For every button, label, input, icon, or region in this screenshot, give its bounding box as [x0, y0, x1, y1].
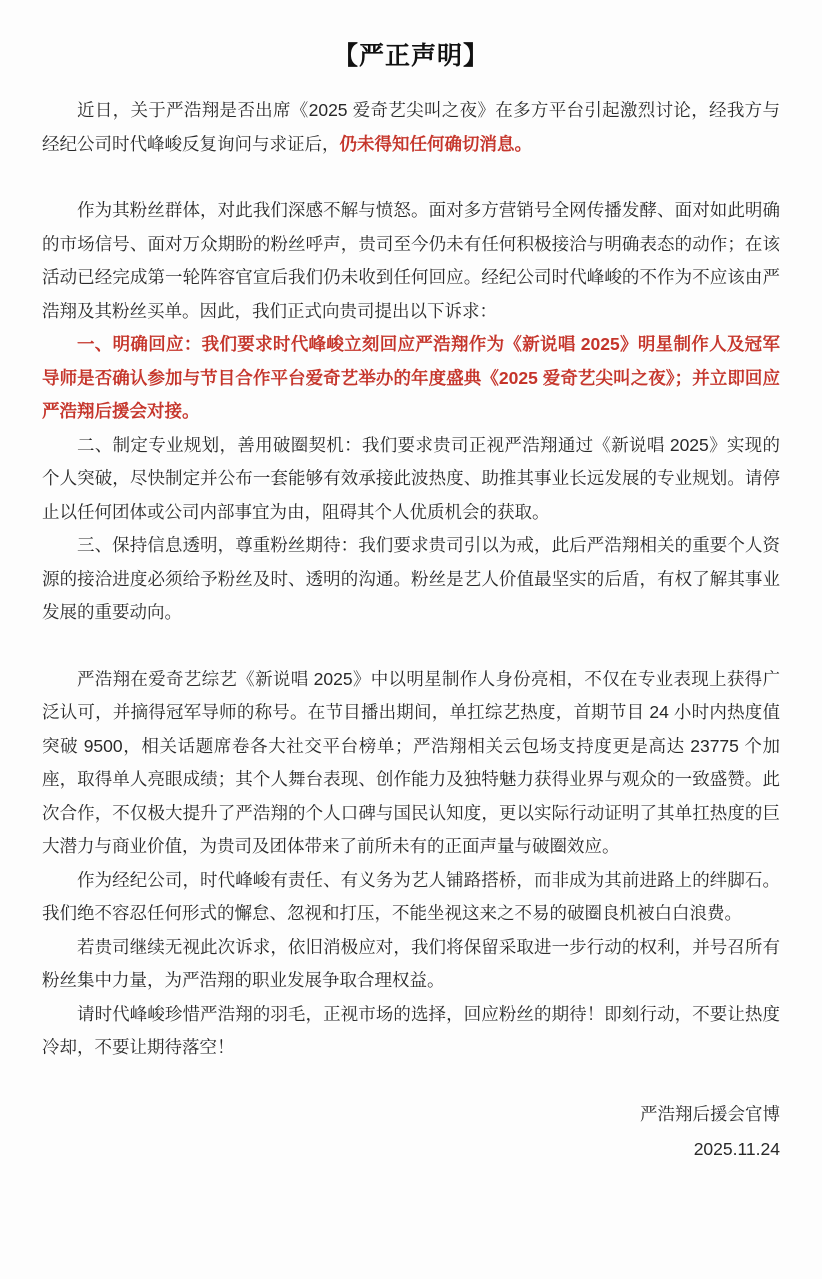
- paragraph: [42, 429, 780, 530]
- paragraph: [42, 94, 780, 161]
- paragraph: [42, 529, 780, 630]
- text-segment: 二、制定专业规划，善用破圈契机：我们要求贵司正视严浩翔通过《新说唱 2025》实现的个人突破，尽快制定并公布一套能够有效承接此波热度、助推其事业长远发展的专业规划。请停止以任何团体或公司内部事宜为由，阻碍其个人优质机会的获取。: [42, 434, 780, 522]
- text-segment: 若贵司继续无视此次诉求，依旧消极应对，我们将保留采取进一步行动的权利，并号召所有粉丝集中力量，为严浩翔的职业发展争取合理权益。: [42, 936, 780, 990]
- signature-date: 2025.11.24: [693, 1138, 780, 1159]
- paragraph: [42, 194, 780, 328]
- paragraph: [42, 998, 780, 1065]
- text-segment: 严浩翔在爱奇艺综艺《新说唱 2025》中以明星制作人身份亮相，不仅在专业表现上获得广泛认可，并摘得冠军导师的称号。在节目播出期间，单扛综艺热度，首期节目 24 小时内热度值突破 9500，相关话题席卷各大社交平台榜单；严浩翔相关云包场支持度更是高达 23775 个加座，取得单人亮眼成绩；其个人舞台表现、创作能力及独特魅力获得业界与观众的一致盛赞。此次合作，不仅极大提升了严浩翔的个人口碑与国民认知度，更以实际行动证明了其单扛热度的巨大潜力与商业价值，为贵司及团体带来了前所未有的正面声量与破圈效应。: [42, 668, 780, 856]
- text-segment: 请时代峰峻珍惜严浩翔的羽毛，正视市场的选择，回应粉丝的期待！即刻行动，不要让热度冷却，不要让期待落空！: [42, 1003, 780, 1057]
- document-title: 【严正声明】: [332, 42, 489, 70]
- signature-author: 严浩翔后援会官博: [640, 1103, 780, 1124]
- paragraph: [42, 931, 780, 998]
- paragraph: [42, 328, 780, 429]
- signature-block: [42, 1097, 780, 1167]
- emphasis-red-text: 仍未得知任何确切消息。: [339, 133, 532, 154]
- paragraph: [42, 663, 780, 864]
- text-segment: 近日，关于严浩翔是否出席《2025 爱奇艺尖叫之夜》在多方平台引起激烈讨论，经我方与经纪公司时代峰峻反复询问与求证后，: [42, 100, 780, 154]
- text-segment: 作为其粉丝群体，对此我们深感不解与愤怒。面对多方营销号全网传播发酵、面对如此明确的市场信号、面对万众期盼的粉丝呼声，贵司至今仍未有任何积极接洽与明确表态的动作；在该活动已经完成第一轮阵容官宣后我们仍未收到任何回应。经纪公司时代峰峻的不作为不应该由严浩翔及其粉丝买单。因此，我们正式向贵司提出以下诉求：: [42, 200, 780, 321]
- text-segment: 三、保持信息透明，尊重粉丝期待：我们要求贵司引以为戒，此后严浩翔相关的重要个人资源的接洽进度必须给予粉丝及时、透明的沟通。粉丝是艺人价值最坚实的后盾，有权了解其事业发展的重要动向。: [42, 535, 780, 622]
- paragraph: [42, 864, 780, 931]
- document-body: [42, 94, 780, 1065]
- emphasis-red-text: 一、明确回应：我们要求时代峰峻立刻回应严浩翔作为《新说唱 2025》明星制作人及冠军导师是否确认参加与节目合作平台爱奇艺举办的年度盛典《2025 爱奇艺尖叫之夜》；并立即回应严浩翔后援会对接。: [42, 334, 780, 421]
- text-segment: 作为经纪公司，时代峰峻有责任、有义务为艺人铺路搭桥，而非成为其前进路上的绊脚石。我们绝不容忍任何形式的懈怠、忽视和打压，不能坐视这来之不易的破圈良机被白白浪费。: [42, 869, 780, 923]
